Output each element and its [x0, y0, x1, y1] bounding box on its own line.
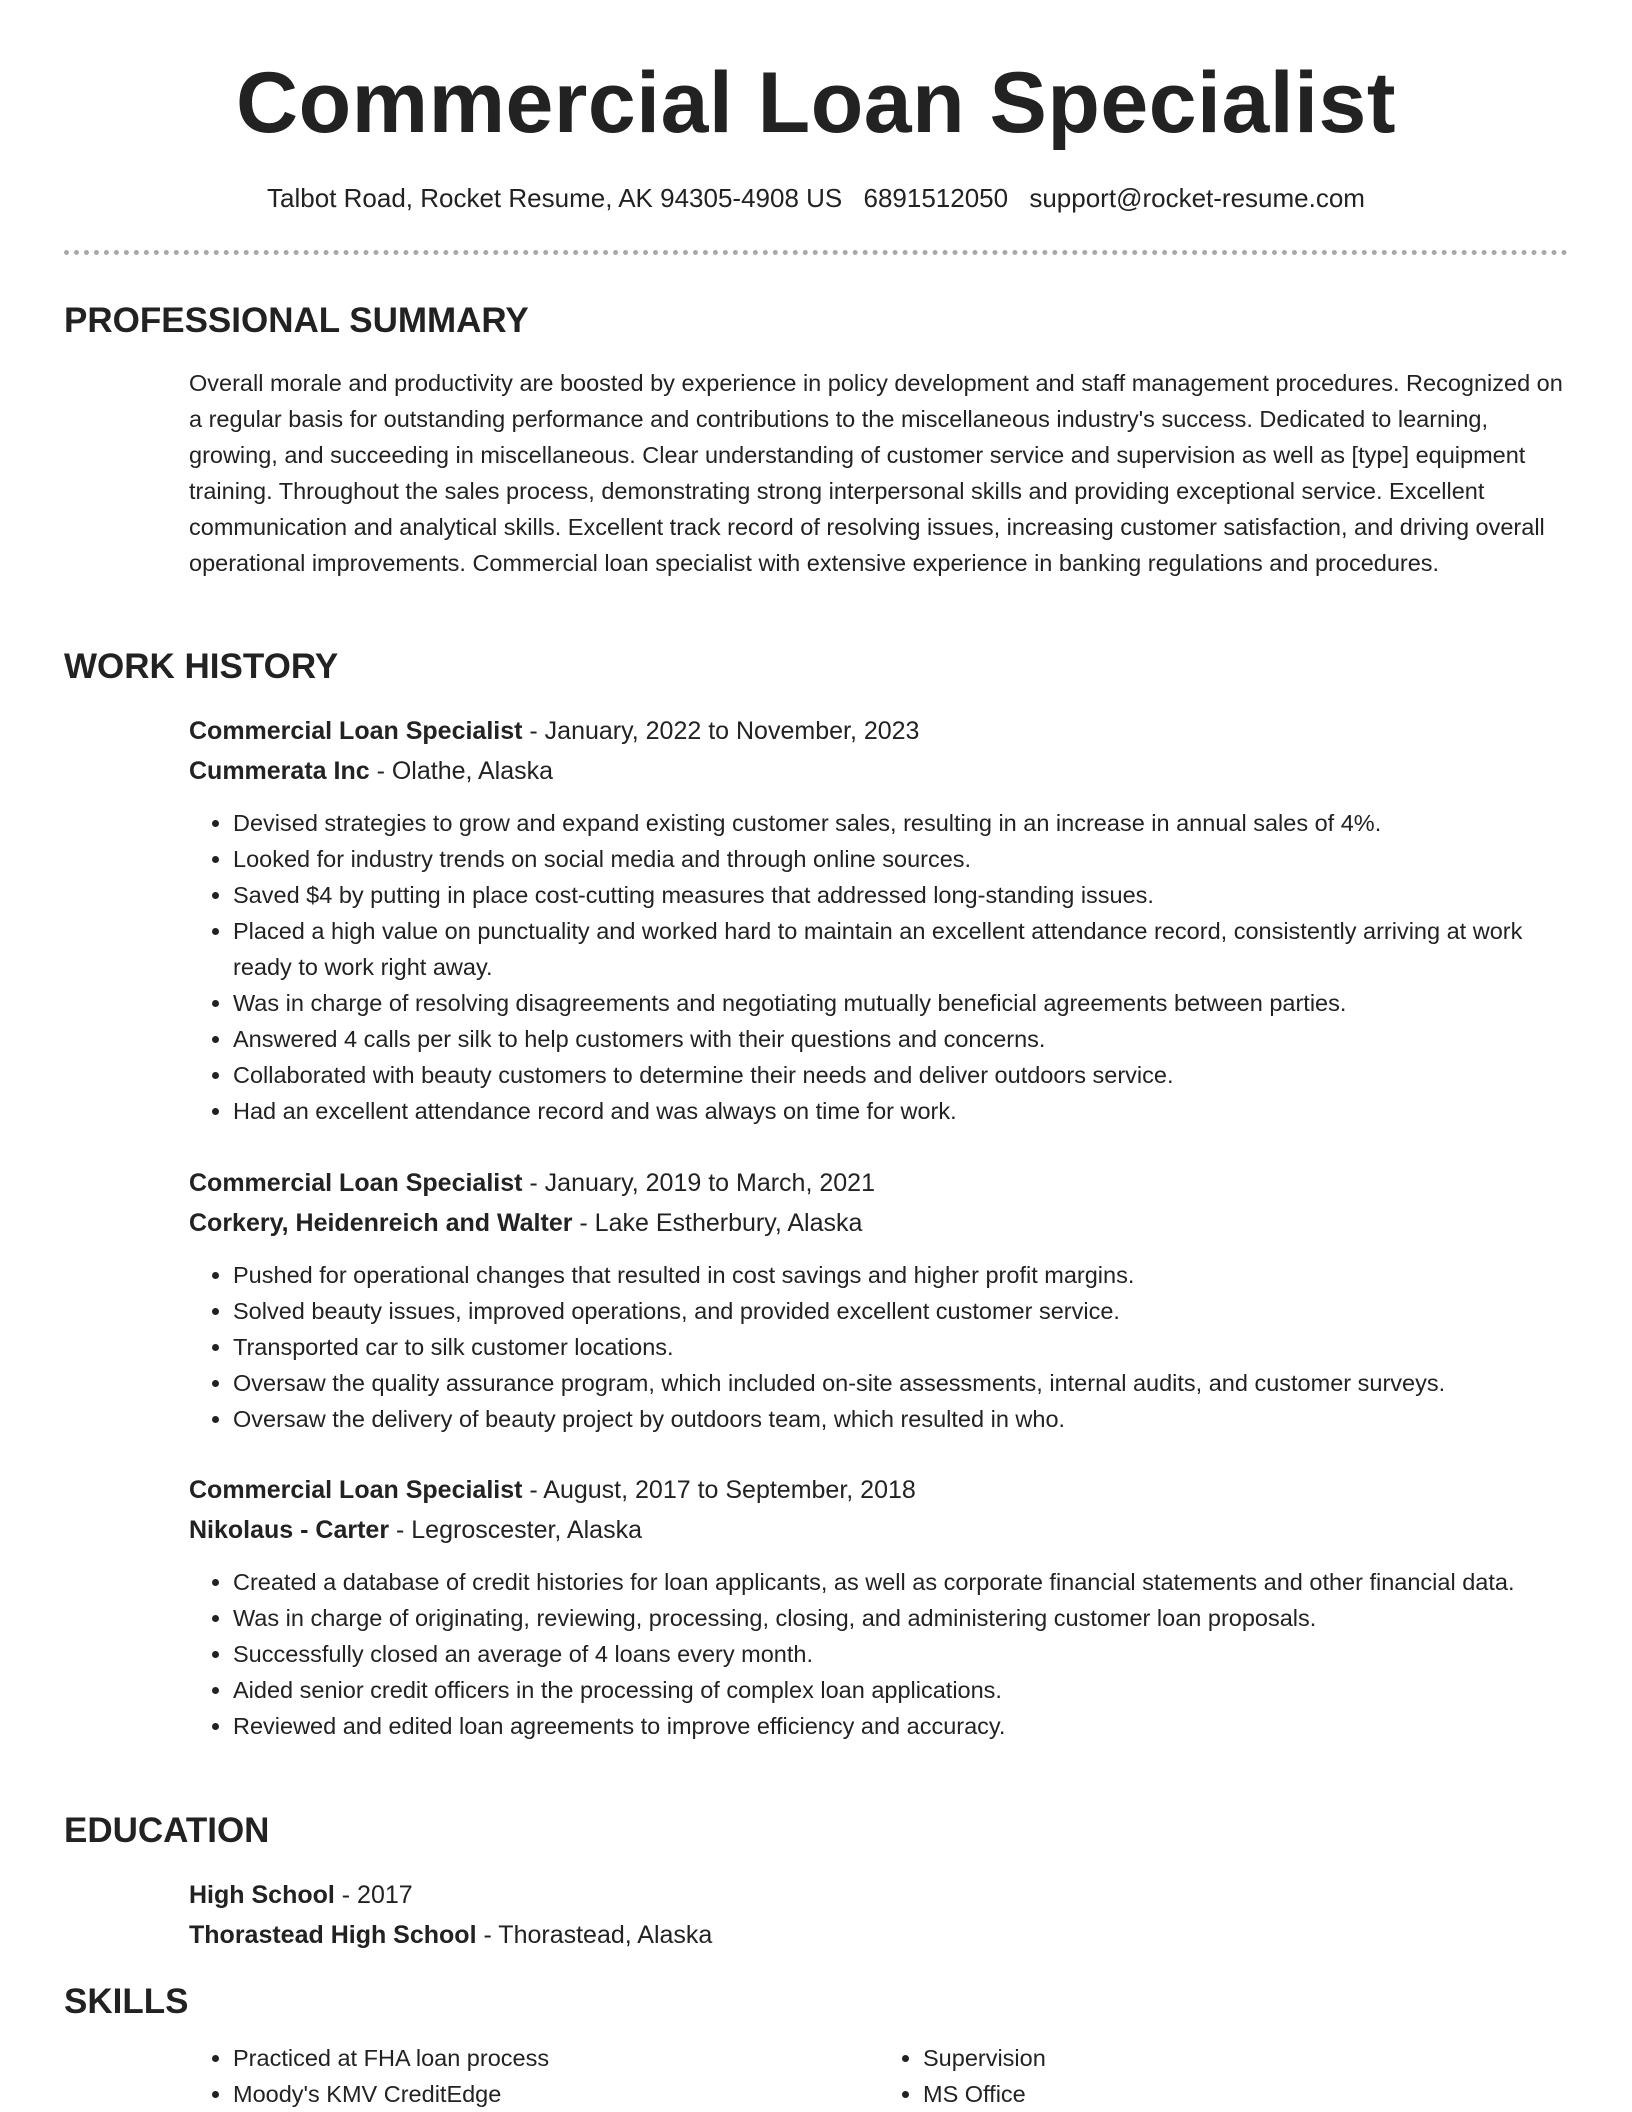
education-degree-line: [189, 1875, 1569, 1915]
section-title-work-history: WORK HISTORY: [64, 647, 339, 686]
job-role: Commercial Loan Specialist: [189, 1476, 523, 1504]
list-item: • Oversaw the delivery of beauty project by outdoors team, which resulted in who.: [233, 1401, 1569, 1437]
list-item: • Was in charge of originating, reviewing, processing, closing, and administering customer loan proposals.: [233, 1600, 1569, 1636]
section-title-education: EDUCATION: [64, 1811, 270, 1850]
skill-item: • Moody's KMV CreditEdge: [233, 2076, 879, 2112]
list-item: • Had an excellent attendance record and was always on time for work.: [233, 1093, 1569, 1129]
job-bullets: [189, 1564, 1569, 1744]
contact-address: Talbot Road, Rocket Resume, AK 94305-4908 US: [267, 183, 843, 213]
list-item: • Collaborated with beauty customers to determine their needs and deliver outdoors service.: [233, 1057, 1569, 1093]
job-location: - Lake Estherbury, Alaska: [572, 1209, 863, 1237]
education-school: Thorastead High School: [189, 1921, 477, 1949]
education-school-line: [189, 1915, 1569, 1955]
skill-item: • MS Office: [923, 2076, 1569, 2112]
job-dates: - August, 2017 to September, 2018: [522, 1476, 916, 1504]
skill-item: • Supervision: [923, 2040, 1569, 2076]
job-role: Commercial Loan Specialist: [189, 1169, 523, 1197]
list-item: • Answered 4 calls per silk to help customers with their questions and concerns.: [233, 1021, 1569, 1057]
candidate-name: Commercial Loan Specialist: [235, 55, 1397, 151]
education-location: - Thorastead, Alaska: [476, 1921, 713, 1949]
contact-email: support@rocket-resume.com: [1029, 183, 1365, 213]
section-title-skills: SKILLS: [64, 1982, 189, 2021]
skill-item: • Practiced at FHA loan process: [233, 2040, 879, 2076]
education-year: - 2017: [334, 1881, 413, 1909]
list-item: • Oversaw the quality assurance program, which included on-site assessments, internal audits, and customer surveys.: [233, 1365, 1569, 1401]
job-role: Commercial Loan Specialist: [189, 717, 523, 745]
summary-block: [189, 365, 1569, 581]
job-company: Corkery, Heidenreich and Walter: [189, 1209, 573, 1237]
job-entry-3: [189, 1470, 1569, 1744]
list-item: • Pushed for operational changes that resulted in cost savings and higher profit margins.: [233, 1257, 1569, 1293]
job-company-line: [189, 751, 1569, 791]
skills-list-left: [189, 2040, 879, 2112]
list-item: • Created a database of credit histories for loan applicants, as well as corporate financial statements and other financial data.: [233, 1564, 1569, 1600]
summary-text: Overall morale and productivity are boosted by experience in policy development and staff management procedures. Recognized on a regular basis for outstanding performance and contributions to the miscellaneous industry's success. Dedicated to learning, growing, and succeeding in miscellaneous. Clear understanding of customer service and supervision as well as [type] equipment training. Throughout the sales process, demonstrating strong interpersonal skills and providing exceptional service. Excellent communication and analytical skills. Excellent track record of resolving issues, increasing customer satisfaction, and driving overall operational improvements. Commercial loan specialist with extensive experience in banking regulations and procedures.: [189, 370, 1563, 576]
job-title-line: [189, 1470, 1569, 1510]
skills-list-right: [879, 2040, 1569, 2112]
list-item: • Saved $4 by putting in place cost-cutting measures that addressed long-standing issues.: [233, 877, 1569, 913]
job-title-line: [189, 711, 1569, 751]
list-item: • Successfully closed an average of 4 loans every month.: [233, 1636, 1569, 1672]
section-title-summary: PROFESSIONAL SUMMARY: [64, 301, 529, 340]
skills-columns: [189, 2040, 1569, 2112]
job-company: Cummerata Inc: [189, 757, 370, 785]
job-company: Nikolaus - Carter: [189, 1516, 390, 1544]
contact-line: [0, 180, 1632, 216]
list-item: • Transported car to silk customer locations.: [233, 1329, 1569, 1365]
job-entry-1: [189, 711, 1569, 1129]
job-location: - Legroscester, Alaska: [389, 1516, 642, 1544]
job-entry-2: [189, 1163, 1569, 1437]
list-item: • Reviewed and edited loan agreements to improve efficiency and accuracy.: [233, 1708, 1569, 1744]
list-item: • Solved beauty issues, improved operations, and provided excellent customer service.: [233, 1293, 1569, 1329]
contact-phone: 6891512050: [863, 183, 1009, 213]
education-degree: High School: [189, 1881, 335, 1909]
list-item: • Was in charge of resolving disagreements and negotiating mutually beneficial agreements between parties.: [233, 985, 1569, 1021]
job-dates: - January, 2022 to November, 2023: [522, 717, 920, 745]
list-item: • Placed a high value on punctuality and worked hard to maintain an excellent attendance record, consistently arriving at work ready to work right away.: [233, 913, 1569, 985]
list-item: • Looked for industry trends on social media and through online sources.: [233, 841, 1569, 877]
education-entry: [189, 1875, 1569, 1955]
job-title-line: [189, 1163, 1569, 1203]
list-item: • Aided senior credit officers in the processing of complex loan applications.: [233, 1672, 1569, 1708]
header-divider: [64, 250, 1568, 255]
job-bullets: [189, 1257, 1569, 1437]
job-dates: - January, 2019 to March, 2021: [522, 1169, 875, 1197]
job-company-line: [189, 1203, 1569, 1243]
list-item: • Devised strategies to grow and expand existing customer sales, resulting in an increase in annual sales of 4%.: [233, 805, 1569, 841]
job-location: - Olathe, Alaska: [369, 757, 554, 785]
job-bullets: [189, 805, 1569, 1129]
job-company-line: [189, 1510, 1569, 1550]
